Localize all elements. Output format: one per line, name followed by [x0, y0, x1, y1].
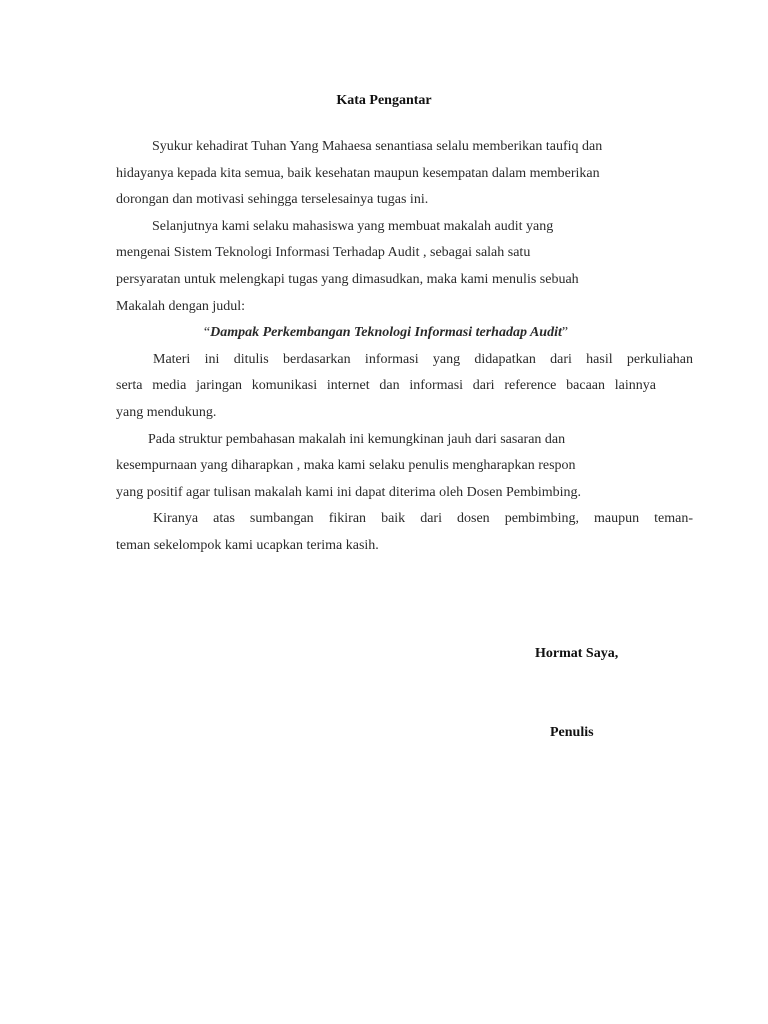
body-line: hidayanya kepada kita semua, baik kesehatan maupun kesempatan dalam memberikan	[116, 165, 600, 181]
body-line: mengenai Sistem Teknologi Informasi Terhadap Audit , sebagai salah satu	[116, 245, 531, 261]
body-line: Syukur kehadirat Tuhan Yang Mahaesa senantiasa selalu memberikan taufiq dan	[152, 139, 603, 154]
body-line: Kiranya atas sumbangan fikiran baik dari dosen pembimbing, maupun teman-	[153, 511, 693, 527]
body-line: yang positif agar tulisan makalah kami ini dapat diterima oleh Dosen Pembimbing.	[116, 484, 582, 500]
closing-author: Penulis	[550, 725, 594, 740]
body-line: persyaratan untuk melengkapi tugas yang dimasudkan, maka kami menulis sebuah	[116, 271, 579, 287]
closing-greeting: Hormat Saya,	[535, 646, 619, 661]
body-line: yang mendukung.	[116, 404, 217, 420]
quote-open-mark: “	[203, 325, 211, 341]
body-line: kesempurnaan yang diharapkan , maka kami selaku penulis mengharapkan respon	[116, 458, 576, 474]
document-title: Kata Pengantar	[336, 93, 432, 108]
body-line: dorongan dan motivasi sehingga terselesainya tugas ini.	[116, 192, 429, 208]
document-body	[116, 134, 693, 560]
body-line: Materi ini ditulis berdasarkan informasi yang didapatkan dari hasil perkuliahan	[153, 351, 693, 367]
body-line: Pada struktur pembahasan makalah ini kemungkinan jauh dari sasaran dan	[148, 431, 566, 447]
body-line: serta media jaringan komunikasi internet dan informasi dari reference bacaan lainnya	[116, 378, 656, 394]
paper-title-quote	[116, 320, 656, 347]
body-line: teman sekelompok kami ucapkan terima kasih.	[116, 537, 379, 553]
body-line: Makalah dengan judul:	[116, 298, 246, 314]
body-line: Selanjutnya kami selaku mahasiswa yang membuat makalah audit yang	[152, 218, 554, 234]
quote-close-mark: ”	[561, 325, 569, 341]
paper-title: Dampak Perkembangan Teknologi Informasi terhadap Audit	[210, 325, 562, 341]
